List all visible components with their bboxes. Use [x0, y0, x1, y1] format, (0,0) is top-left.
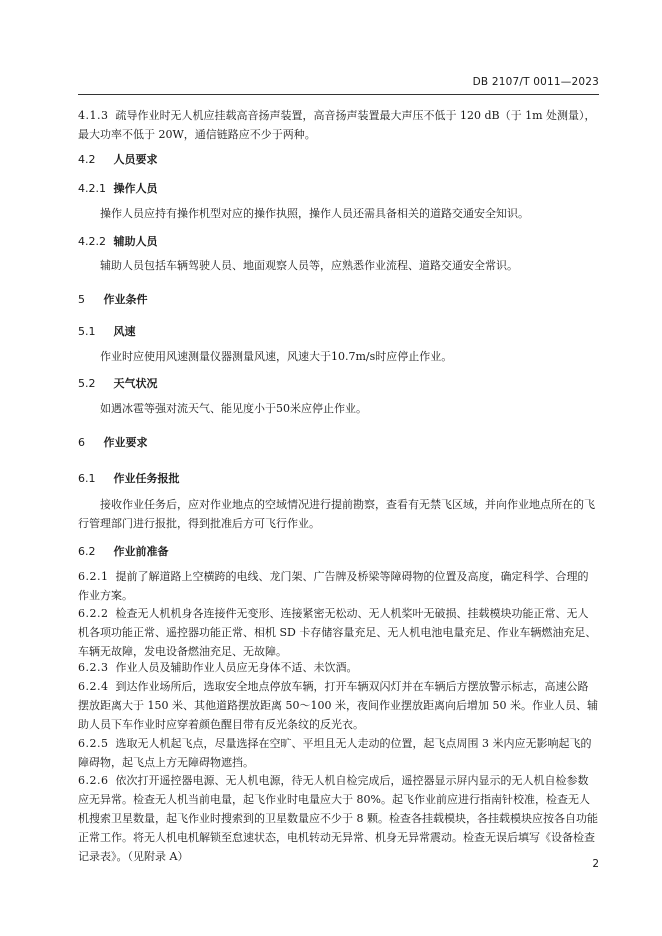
clause-text: 到达作业场所后，选取安全地点停放车辆，打开车辆双闪灯并在车辆后方摆放警示标志，高速公路摆放距离大于 150 米、其他道路摆放距离 50～100 米，夜间作业摆放距离向后增加 50 米。作业人员、辅助人员下车作业时应穿着颜色醒目带有反光条纹的反光衣。	[78, 680, 598, 731]
paragraph-5-2: 如遇冰雹等强对流天气、能见度小于50米应停止作业。	[100, 402, 367, 415]
heading-5-2	[78, 374, 599, 393]
heading-6	[78, 433, 599, 452]
heading-5	[78, 290, 599, 309]
heading-number: 6	[78, 436, 85, 449]
clause-text: 依次打开遥控器电源、无人机电源，待无人机自检完成后，遥控器显示屏内显示的无人机自检参数应无异常。检查无人机当前电量，起飞作业时电量应大于 80%。起飞作业前应进行指南针校准，检查无人机搜索卫星数量，起飞作业时搜索到的卫星数量应不少于 8 颗。检查各挂载模块，各挂载模块应按各自功能正常工作。将无人机电机解锁至怠速状态，电机转动无异常、机身无异常震动。检查无误后填写《设备检查记录表》。（见附录 A）	[78, 774, 598, 863]
heading-number: 4.2.1	[78, 182, 106, 195]
clause-text: 检查无人机机身各连接件无变形、连接紧密无松动、无人机桨叶无破损、挂载模块功能正常、无人机各项功能正常、遥控器功能正常、相机 SD 卡存储容量充足、无人机电池电量充足、作业车辆燃油充足、车辆无故障，发电设备燃油充足、无故障。	[78, 607, 597, 658]
clause-text: 疏导作业时无人机应挂载高音扬声装置，高音扬声装置最大声压不低于 120 dB（于 1m 处测量），最大功率不低于 20W，通信链路应不少于两种。	[78, 109, 596, 141]
paragraph-5-1: 作业时应使用风速测量仪器测量风速，风速大于10.7m/s时应停止作业。	[100, 350, 453, 363]
clause-number: 6.2.4	[78, 680, 109, 693]
paragraph-4-2-2: 辅助人员包括车辆驾驶人员、地面观察人员等，应熟悉作业流程、道路交通安全常识。	[100, 259, 518, 272]
clause-text: 作业人员及辅助作业人员应无身体不适、未饮酒。	[115, 661, 358, 674]
header-divider	[78, 94, 599, 95]
clause-4-1-3	[78, 106, 599, 144]
clause-6-2-2	[78, 604, 599, 661]
clause-6-2-4	[78, 677, 599, 734]
clause-number: 6.2.1	[78, 570, 109, 583]
heading-title: 作业前准备	[113, 545, 169, 558]
heading-title: 作业要求	[103, 436, 148, 449]
heading-title: 风速	[113, 325, 136, 338]
page-number: 2	[592, 858, 599, 870]
heading-number: 5	[78, 293, 85, 306]
paragraph-6-1: 接收作业任务后，应对作业地点的空域情况进行提前勘察，查看有无禁飞区域，并向作业地点所在的飞行管理部门进行报批，得到批准后方可飞行作业。	[78, 498, 595, 530]
clause-6-2-1	[78, 567, 599, 605]
clause-6-2-6	[78, 771, 599, 866]
clause-number: 6.2.3	[78, 661, 109, 674]
heading-number: 6.2	[78, 545, 96, 558]
heading-number: 4.2	[78, 153, 96, 166]
heading-title: 人员要求	[113, 153, 158, 166]
heading-4-2	[78, 150, 599, 169]
heading-5-1	[78, 322, 599, 341]
heading-number: 5.2	[78, 377, 96, 390]
heading-title: 辅助人员	[113, 235, 158, 248]
heading-title: 作业任务报批	[113, 472, 180, 485]
clause-6-2-3	[78, 658, 599, 677]
document-code-header: DB 2107/T 0011—2023	[472, 76, 599, 88]
heading-title: 作业条件	[103, 293, 148, 306]
heading-4-2-2	[78, 232, 599, 251]
clause-number: 4.1.3	[78, 109, 109, 122]
clause-number: 6.2.6	[78, 774, 109, 787]
heading-title: 天气状况	[113, 377, 158, 390]
heading-title: 操作人员	[113, 182, 158, 195]
heading-6-1	[78, 469, 599, 488]
clause-number: 6.2.2	[78, 607, 109, 620]
heading-number: 4.2.2	[78, 235, 106, 248]
heading-6-2	[78, 542, 599, 561]
heading-number: 6.1	[78, 472, 96, 485]
clause-text: 提前了解道路上空横跨的电线、龙门架、广告牌及桥梁等障碍物的位置及高度，确定科学、合理的作业方案。	[78, 570, 589, 602]
heading-number: 5.1	[78, 325, 96, 338]
clause-6-2-5	[78, 734, 599, 772]
clause-text: 选取无人机起飞点，尽量选择在空旷、平坦且无人走动的位置，起飞点周围 3 米内应无影响起飞的障碍物，起飞点上方无障碍物遮挡。	[78, 737, 592, 769]
clause-number: 6.2.5	[78, 737, 109, 750]
heading-4-2-1	[78, 179, 599, 198]
paragraph-4-2-1: 操作人员应持有操作机型对应的操作执照，操作人员还需具备相关的道路交通安全知识。	[100, 207, 529, 220]
